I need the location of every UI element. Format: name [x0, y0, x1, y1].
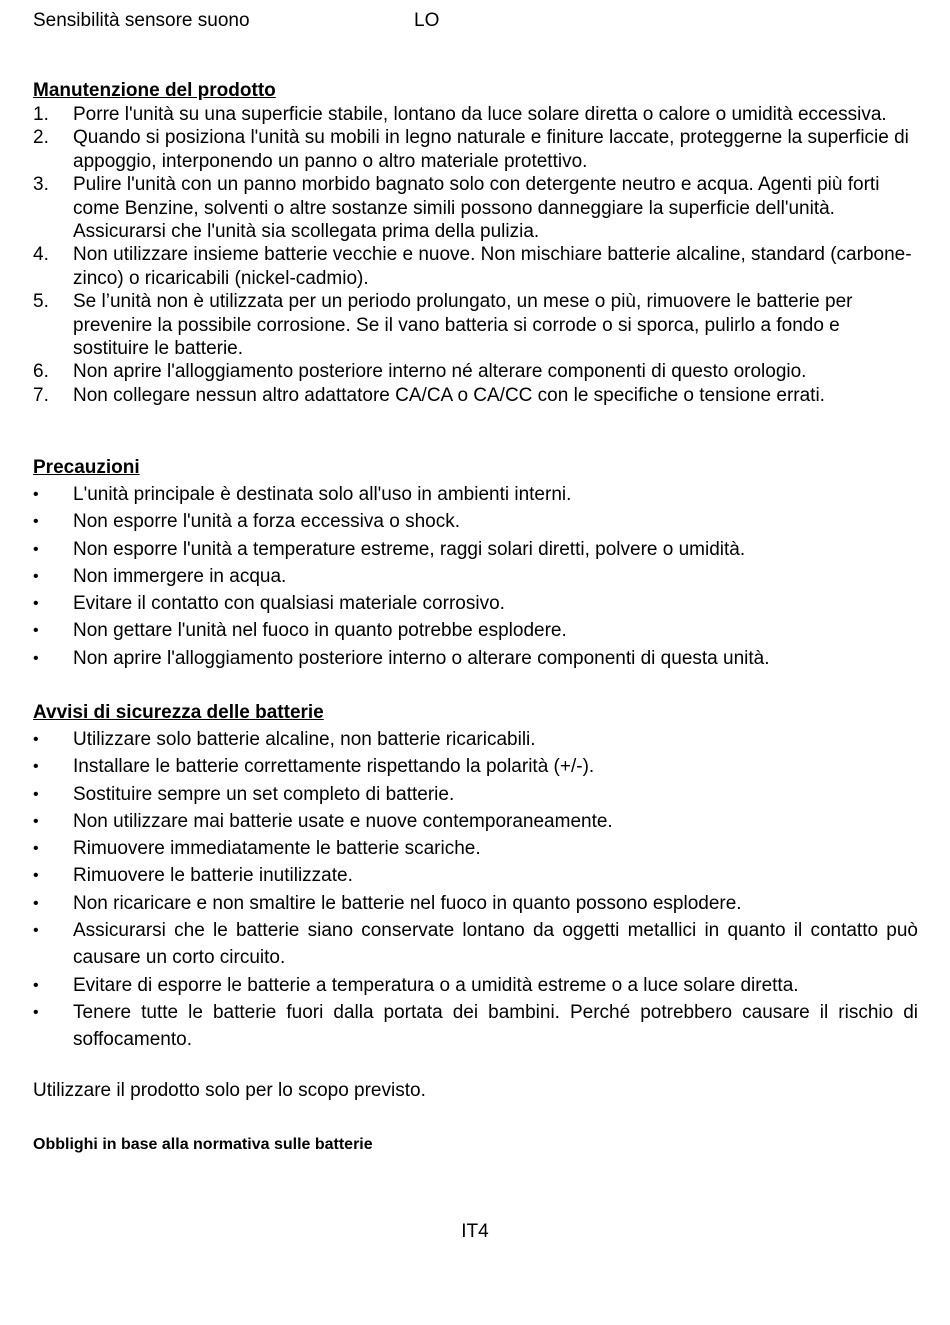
page-number: IT4	[461, 1221, 489, 1242]
maintenance-list	[33, 103, 918, 407]
item-text: Rimuovere le batterie inutilizzate.	[73, 865, 353, 887]
list-item	[33, 508, 918, 535]
list-item	[33, 536, 918, 563]
item-text: Non utilizzare insieme batterie vecchie e nuove. Non mischiare batterie alcaline, standard (carbone-zinco) o ricaricabili (nickel-cadmio).	[73, 244, 912, 289]
item-text: Evitare di esporre le batterie a temperatura o a umidità estreme o a luce solare diretta.	[73, 974, 799, 996]
item-text: Non immergere in acqua.	[73, 565, 287, 587]
item-number: 3.	[33, 174, 49, 196]
bullet-icon: •	[33, 867, 39, 885]
item-number: 6.	[33, 361, 49, 383]
list-item	[33, 384, 918, 407]
item-text: Non collegare nessun altro adattatore CA/CA o CA/CC con le specifiche o tensione errati.	[73, 384, 825, 406]
bullet-icon: •	[33, 785, 39, 803]
item-text: Non utilizzare mai batterie usate e nuove contemporaneamente.	[73, 810, 613, 832]
list-item	[33, 360, 918, 383]
bullet-icon: •	[33, 567, 39, 585]
item-text: Assicurarsi che le batterie siano conservate lontano da oggetti metallici in quanto il contatto può causare un corto circuito.	[73, 920, 918, 969]
list-item	[33, 173, 918, 243]
list-item	[33, 917, 918, 972]
item-number: 5.	[33, 291, 49, 313]
list-item	[33, 590, 918, 617]
item-number: 4.	[33, 244, 49, 266]
item-text: L'unità principale è destinata solo all'uso in ambienti interni.	[73, 484, 572, 505]
item-text: Tenere tutte le batterie fuori dalla portata dei bambini. Perché potrebbero causare il rischio di soffocamento.	[73, 1001, 918, 1051]
list-item	[33, 972, 918, 999]
item-text: Rimuovere immediatamente le batterie scariche.	[73, 838, 481, 860]
item-text: Quando si posiziona l'unità su mobili in legno naturale e finiture laccate, proteggerne la superficie di appoggio, interponendo un panno o altro materiale protettivo.	[73, 127, 909, 172]
list-item	[33, 835, 918, 862]
list-item	[33, 290, 918, 360]
item-text: Installare le batterie correttamente rispettando la polarità (+/-).	[73, 756, 595, 778]
bullet-icon: •	[33, 922, 39, 940]
list-item	[33, 617, 918, 644]
spec-row	[33, 9, 913, 33]
spec-label: Sensibilità sensore suono	[33, 10, 250, 31]
list-item	[33, 563, 918, 590]
item-number: 2.	[33, 127, 49, 149]
intended-use-text: Utilizzare il prodotto solo per lo scopo previsto.	[33, 1080, 426, 1101]
maintenance-title: Manutenzione del prodotto	[33, 80, 276, 101]
item-text: Non esporre l'unità a temperature estreme, raggi solari diretti, polvere o umidità.	[73, 538, 746, 560]
item-text: Pulire l'unità con un panno morbido bagnato solo con detergente neutro e acqua. Agenti più forti come Benzine, solventi o altre sostanze simili possono danneggiare la superficie dell'unità. Assicurarsi che l'unità sia scollegata prima della pulizia.	[73, 174, 880, 243]
item-text: Se l’unità non è utilizzata per un periodo prolungato, un mese o più, rimuovere le batterie per prevenire la possibile corrosione. Se il vano batteria si corrode o si sporca, pulirlo a fondo e sostituire le batterie.	[73, 291, 853, 360]
item-text: Non aprire l'alloggiamento posteriore interno o alterare componenti di questa unità.	[73, 647, 770, 669]
list-item	[33, 781, 918, 808]
item-text: Sostituire sempre un set completo di batterie.	[73, 783, 455, 805]
list-item	[33, 126, 918, 173]
bullet-icon: •	[33, 976, 39, 994]
bullet-icon: •	[33, 812, 39, 830]
item-text: Utilizzare solo batterie alcaline, non batterie ricaricabili.	[73, 729, 536, 750]
item-number: 1.	[33, 104, 49, 125]
battery-safety-section	[33, 701, 918, 1054]
bullet-icon: •	[33, 758, 39, 776]
bullet-icon: •	[33, 649, 39, 667]
bullet-icon: •	[33, 513, 39, 531]
item-text: Evitare il contatto con qualsiasi materiale corrosivo.	[73, 593, 505, 615]
item-text: Non aprire l'alloggiamento posteriore interno né alterare componenti di questo orologio.	[73, 361, 807, 383]
item-text: Non esporre l'unità a forza eccessiva o shock.	[73, 511, 460, 533]
battery-safety-list	[33, 726, 918, 1054]
list-item	[33, 481, 918, 508]
list-item	[33, 753, 918, 780]
item-text: Non gettare l'unità nel fuoco in quanto potrebbe esplodere.	[73, 620, 567, 642]
battery-regulation-heading: Obblighi in base alla normativa sulle batterie	[33, 1136, 373, 1153]
list-item	[33, 726, 918, 753]
list-item	[33, 243, 918, 290]
maintenance-section	[33, 79, 918, 407]
bullet-icon: •	[33, 894, 39, 912]
precautions-title: Precauzioni	[33, 457, 140, 478]
list-item	[33, 862, 918, 889]
bullet-icon: •	[33, 622, 39, 640]
bullet-icon: •	[33, 840, 39, 858]
list-item	[33, 808, 918, 835]
precautions-section	[33, 456, 918, 672]
item-number: 7.	[33, 384, 49, 406]
item-text: Porre l'unità su una superficie stabile, lontano da luce solare diretta o calore o umidità eccessiva.	[73, 104, 887, 125]
precautions-list	[33, 481, 918, 672]
item-text: Non ricaricare e non smaltire le batterie nel fuoco in quanto possono esplodere.	[73, 892, 742, 914]
bullet-icon: •	[33, 540, 39, 558]
list-item	[33, 890, 918, 917]
bullet-icon: •	[33, 731, 39, 748]
battery-safety-title: Avvisi di sicurezza delle batterie	[33, 702, 324, 723]
bullet-icon: •	[33, 595, 39, 613]
spec-value: LO	[414, 10, 440, 31]
bullet-icon: •	[33, 1003, 39, 1021]
bullet-icon: •	[33, 486, 39, 503]
list-item	[33, 999, 918, 1054]
list-item	[33, 645, 918, 672]
list-item	[33, 103, 918, 126]
